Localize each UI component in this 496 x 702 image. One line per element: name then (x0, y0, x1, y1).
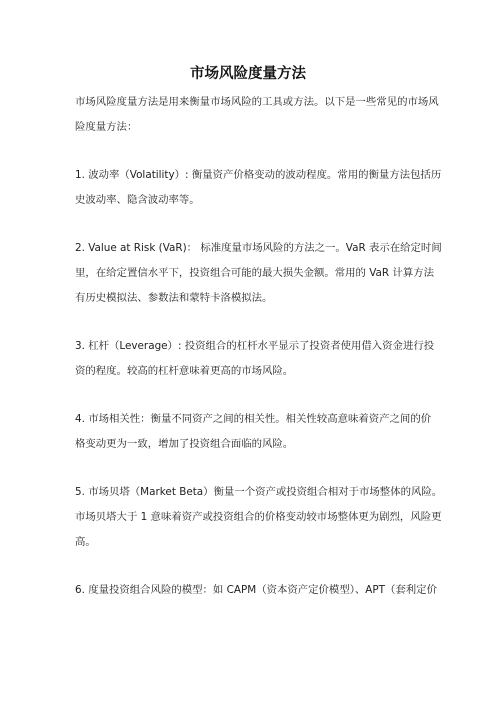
item-1-line-2: 史波动率、隐含波动率等。 (75, 194, 200, 206)
item-6-line-1: 6. 度量投资组合风险的模型：如 CAPM（资本资产定价模型）、APT（套利定价 (75, 584, 437, 596)
intro-line-1: 市场风险度量方法是用来衡量市场风险的工具或方法。以下是一些常见的市场风 (75, 96, 439, 108)
item-2-line-3: 有历史模拟法、参数法和蒙特卡洛模拟法。 (75, 292, 273, 304)
item-1-line-1: 1. 波动率（Volatility）: 衡量资产价格变动的波动程度。常用的衡量方法包括历 (75, 169, 442, 181)
item-3-line-2: 资的程度。较高的杠杆意味着更高的市场风险。 (75, 365, 294, 377)
item-3-line-1: 3. 杠杆（Leverage）: 投资组合的杠杆水平显示了投资者使用借入资金进行投 (75, 340, 435, 352)
item-4-line-1: 4. 市场相关性：衡量不同资产之间的相关性。相关性较高意味着资产之间的价 (75, 413, 432, 425)
intro-line-2: 险度量方法： (75, 121, 138, 133)
item-2-line-2: 里，在给定置信水平下，投资组合可能的最大损失金额。常用的 VaR 计算方法 (75, 267, 434, 279)
item-5-line-3: 高。 (75, 536, 96, 548)
item-4-line-2: 格变动更为一致，增加了投资组合面临的风险。 (75, 438, 294, 450)
item-5-line-2: 市场贝塔大于 1 意味着资产或投资组合的价格变动较市场整体更为剧烈，风险更 (75, 511, 442, 523)
document-title: 市场风险度量方法 (190, 66, 306, 82)
item-5-line-1: 5. 市场贝塔（Market Beta）衡量一个资产或投资组合相对于市场整体的风险。 (75, 486, 443, 498)
item-2-line-1: 2. Value at Risk (VaR)： 标准度量市场风险的方法之一。VaR 表示在给定时间 (75, 242, 442, 254)
